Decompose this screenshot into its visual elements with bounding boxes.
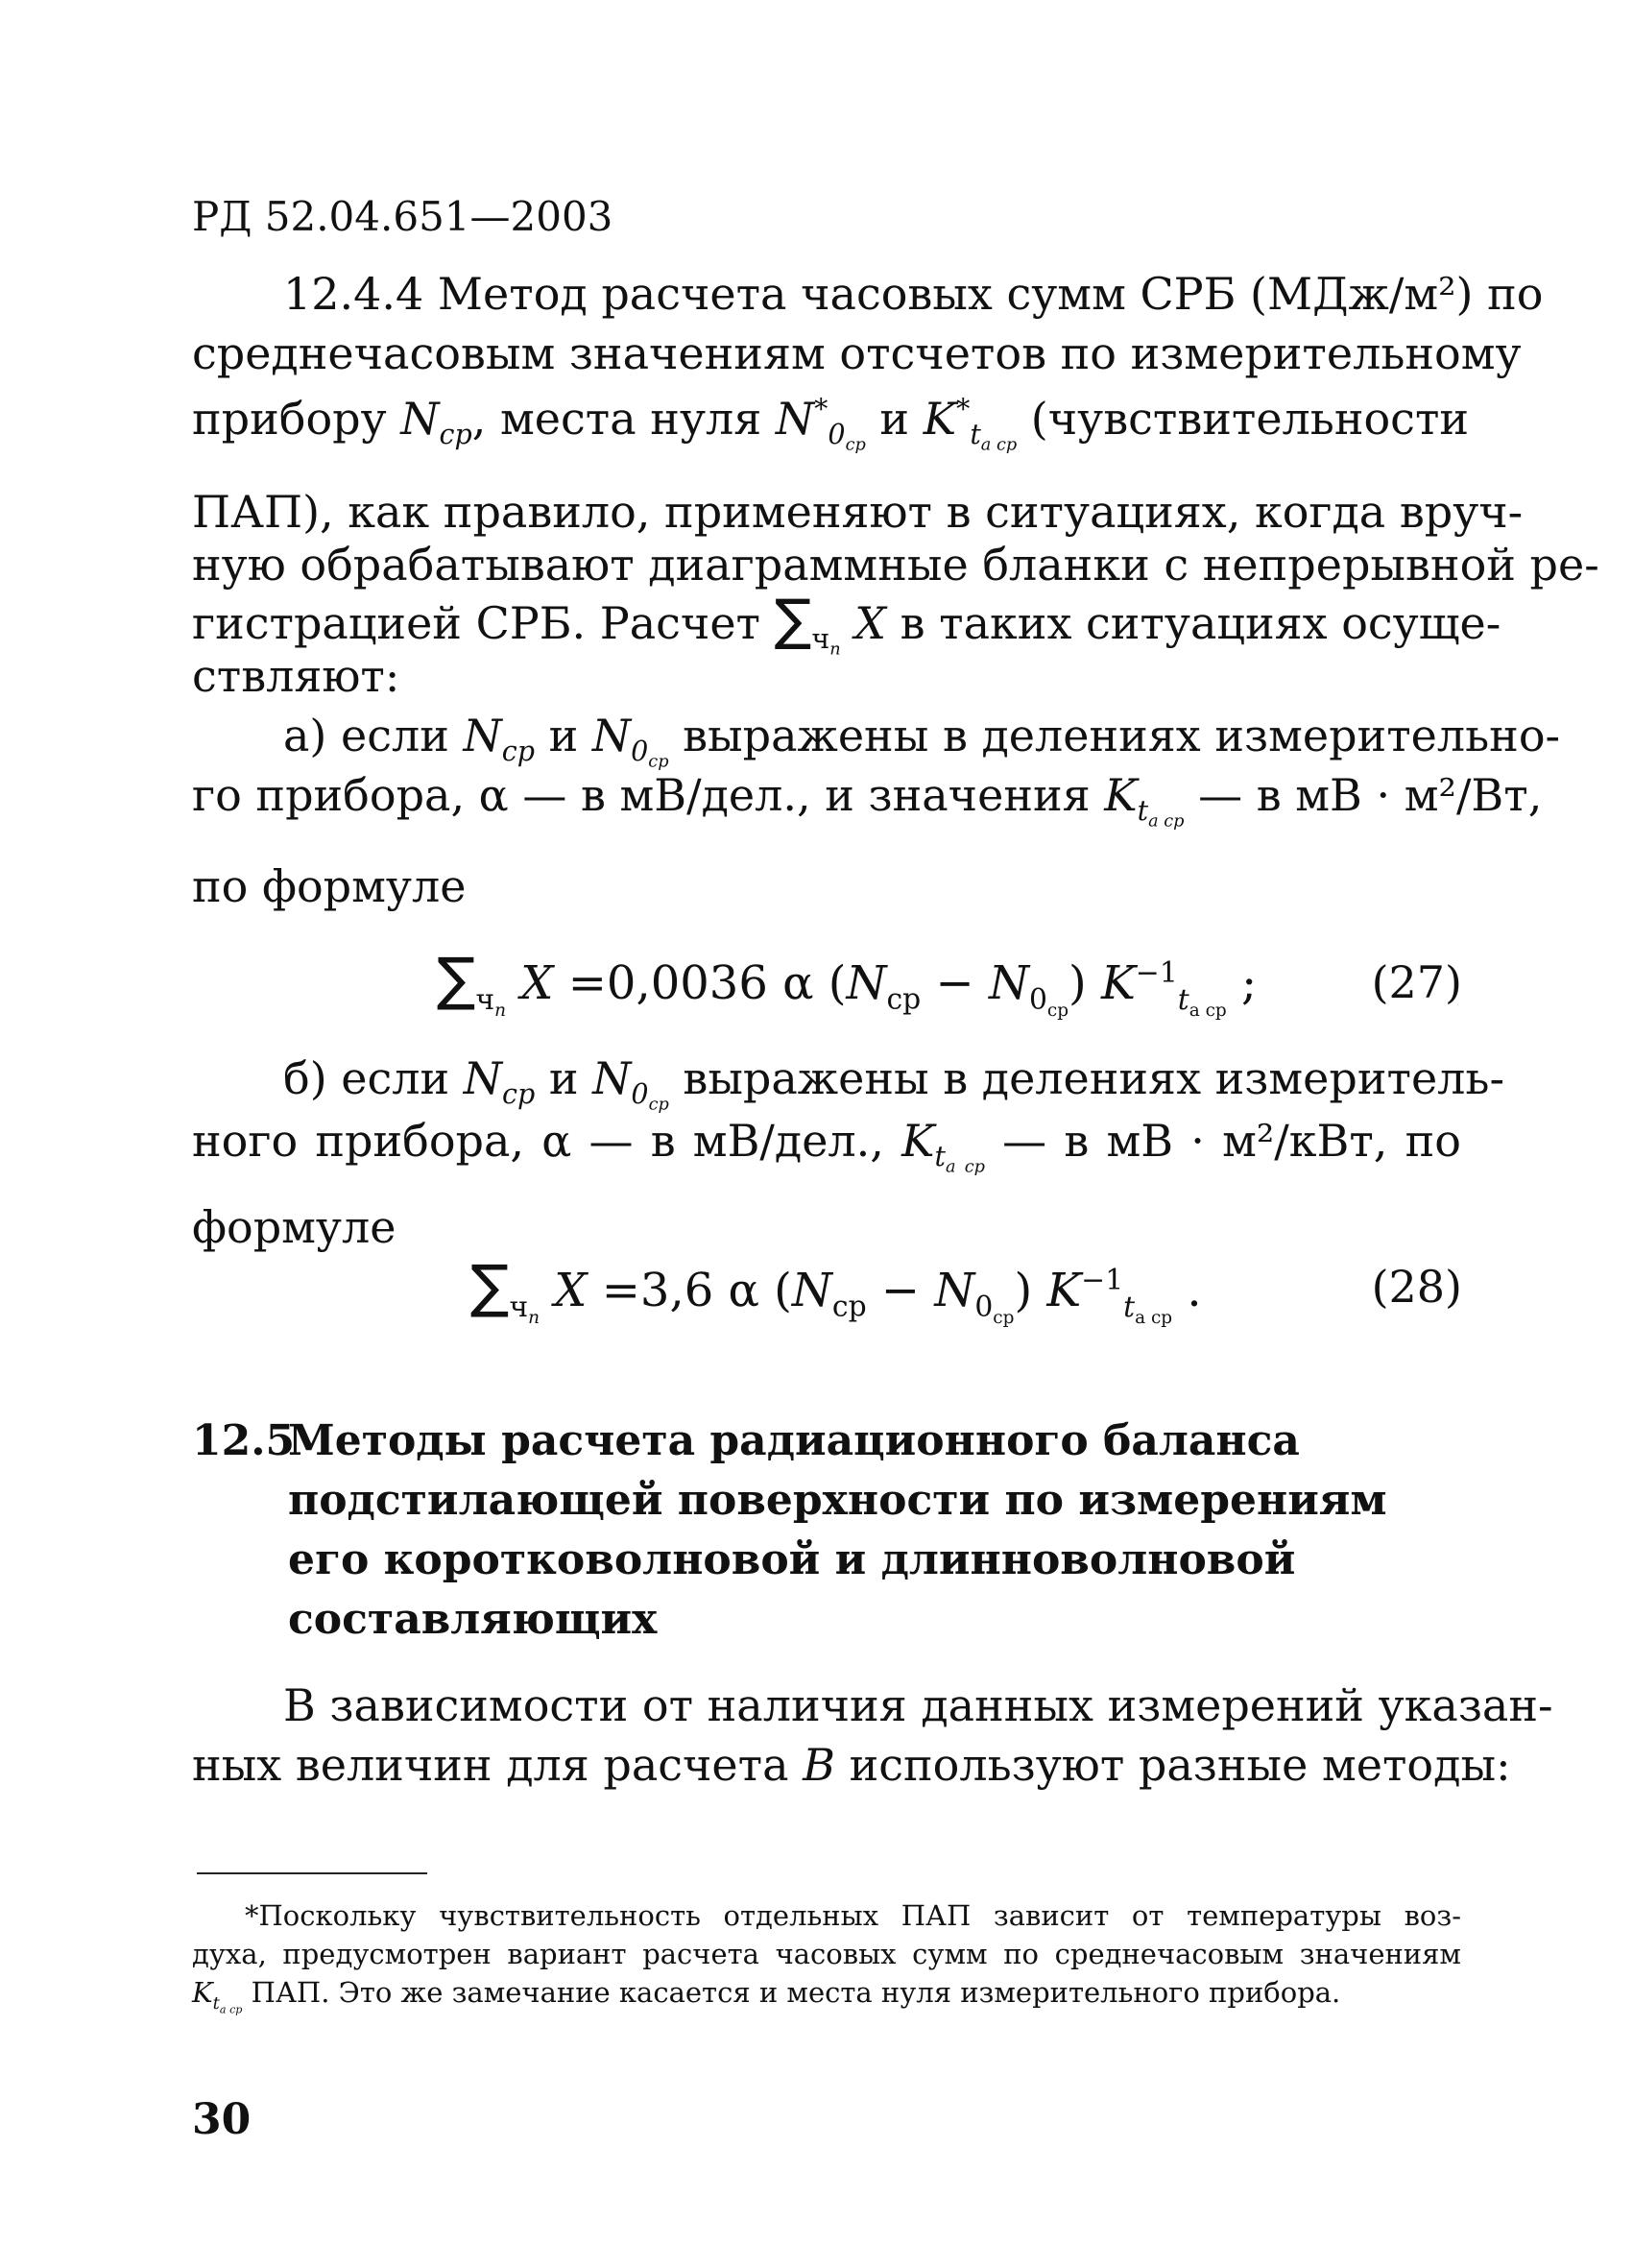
- paragraph-12-4-4-line-2: среднечасовым значениям отсчетов по измерительному: [192, 327, 1522, 379]
- case-b-line-3: формуле: [192, 1201, 396, 1253]
- footnote-separator: [197, 1872, 427, 1874]
- heading-line-2: подстилающей поверхности по измерениям: [288, 1476, 1387, 1525]
- section-number: 12.5: [192, 1416, 296, 1465]
- paragraph-12-5-line-2: ных величин для расчета B используют разные методы:: [192, 1739, 1511, 1791]
- paragraph-12-4-4-line-7: ствляют:: [192, 650, 400, 702]
- heading-line-4: составляющих: [288, 1595, 658, 1644]
- page-number: 30: [192, 2095, 252, 2144]
- equation-number-27: (27): [1371, 956, 1462, 1008]
- case-a-line-2: го прибора, α — в мВ/дел., и значения $K_{t_{a ср}}$ — в мВ · м²/Вт,: [192, 769, 1543, 832]
- heading-line-1: Методы расчета радиационного баланса: [288, 1416, 1300, 1465]
- case-b-line-1: б) если $N_{ср}$ и $N_{0_{ср}}$ выражены в делениях измеритель-: [283, 1052, 1504, 1115]
- case-a-line-3: по формуле: [192, 860, 467, 912]
- paragraph-12-4-4-line-4: ПАП), как правило, применяют в ситуациях, когда вруч-: [192, 486, 1524, 538]
- paragraph-12-5-line-1: В зависимости от наличия данных измерений указан-: [283, 1679, 1553, 1731]
- document-code: РД 52.04.651—2003: [192, 193, 613, 240]
- case-b-line-2: ного прибора, α — в мВ/дел., $K_{t_{a ср}}$ — в мВ · м²/кВт, по: [192, 1115, 1461, 1177]
- heading-line-3: его коротковолновой и длинноволновой: [288, 1535, 1296, 1584]
- section-heading-12-5: [192, 1411, 1387, 1650]
- equation-number-28: (28): [1371, 1261, 1462, 1313]
- paragraph-12-4-4-line-5: ную обрабатывают диаграммные бланки с непрерывной ре-: [192, 539, 1599, 591]
- formula-28: $\sum_{ч_n}$ X =3,6 α $(N_{ср} - N_{0_{ср}})$ $K^{-1}_{t_{a ср}}$ .: [470, 1253, 1202, 1328]
- case-a-line-1: а) если $N_{ср}$ и $N_{0_{ср}}$ выражены в делениях измерительно-: [283, 710, 1561, 772]
- footnote: *Поскольку чувствительность отдельных ПАП зависит от температуры воз- духа, предусмотрен вариант расчета часовых сумм по среднечасовым значениям $K_{t_{a ср}}$ ПАП. Это же замечание касается и места нуля измерительного прибора.: [192, 1899, 1461, 2016]
- formula-27: $\sum_{ч_n}$ X =0,0036 α $(N_{ср} - N_{0_{ср}})$ $K^{-1}_{t_{a ср}}$ ;: [437, 946, 1258, 1021]
- paragraph-12-4-4-line-1: 12.4.4 Метод расчета часовых сумм СРБ (МДж/м²) по: [283, 268, 1544, 320]
- paragraph-12-4-4-line-6: гистрацией СРБ. Расчет $\sum_{ч_n}$ X в таких ситуациях осуще-: [192, 588, 1501, 660]
- paragraph-12-4-4-line-3: прибору $N_{ср}$, места нуля $N^*_{0_{ср}}$ и $K^*_{t_{a ср}}$ (чувствительности: [192, 393, 1470, 455]
